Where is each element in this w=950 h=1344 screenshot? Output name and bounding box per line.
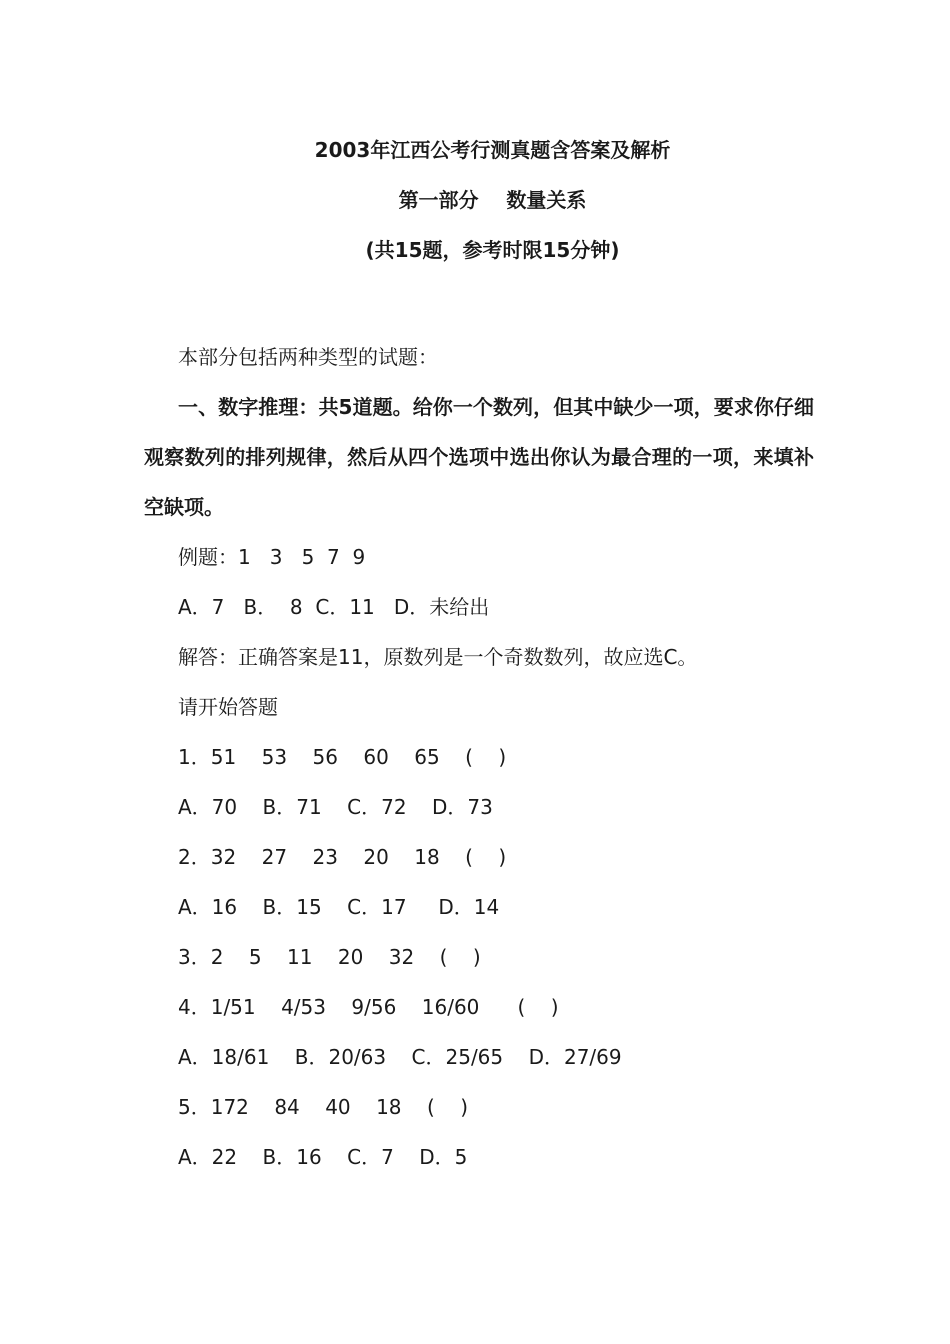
example-question: 例题：1 3 5 7 9 [178,545,366,569]
question-4-options: A．18/61 B．20/63 C．25/65 D．27/69 [178,1045,622,1069]
document-header [0,132,950,282]
question-5-options: A．22 B．16 C．7 D．5 [178,1145,468,1169]
example-options: A．7 B． 8 C．11 D．未给出 [178,595,490,619]
intro-text: 本部分包括两种类型的试题： [178,345,438,369]
question-5-stem: 5．172 84 40 18 ( ) [178,1095,468,1119]
question-1-stem: 1．51 53 56 60 65 ( ) [178,745,507,769]
section-heading: 第一部分 数量关系 [398,188,587,212]
example-answer: 解答：正确答案是11，原数列是一个奇数数列，故应选C。 [178,645,698,669]
question-3-stem: 3．2 5 11 20 32 ( ) [178,945,481,969]
section-note: (共15题，参考时限15分钟) [365,238,620,262]
question-2-options: A．16 B．15 C．17 D．14 [178,895,500,919]
question-2-stem: 2．32 27 23 20 18 ( ) [178,845,507,869]
question-4-stem: 4．1/51 4/53 9/56 16/60 ( ) [178,995,559,1019]
document-title: 2003年江西公考行测真题含答案及解析 [314,138,671,162]
instruction-text: 一、数字推理：共5道题。给你一个数列，但其中缺少一项，要求你仔细观察数列的排列规律，然后从四个选项中选出你认为最合理的一项，来填补空缺项。 [144,395,814,519]
question-1-options: A．70 B．71 C．72 D．73 [178,795,493,819]
document-body [144,332,814,1182]
start-prompt: 请开始答题 [178,695,278,719]
